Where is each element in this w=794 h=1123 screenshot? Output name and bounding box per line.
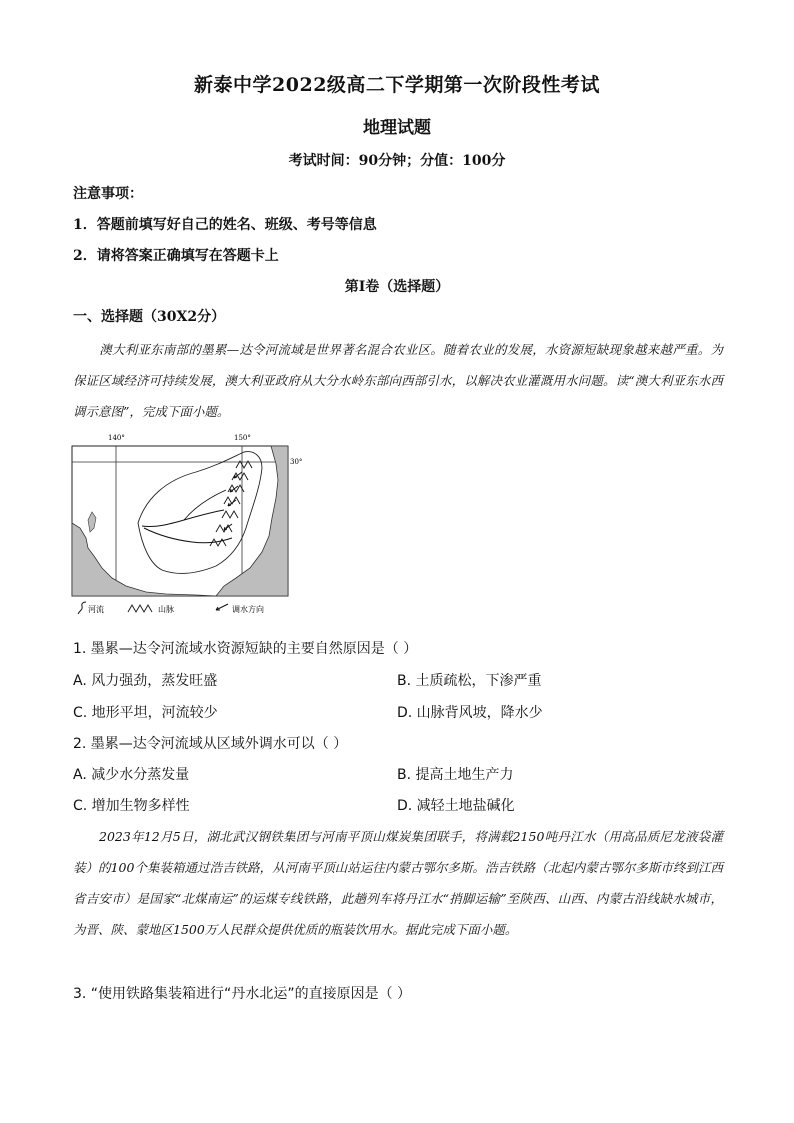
mountain-legend-icon <box>128 605 152 612</box>
volume-title: 第I卷（选择题） <box>344 279 450 295</box>
label-30: 30° <box>290 458 303 466</box>
label-150: 150° <box>234 434 251 442</box>
q3-stem: 3. “使用铁路集装箱进行“丹水北运”的直接原因是（ ） <box>73 986 412 1002</box>
q1-option-d: D. 山脉背风坡，降水少 <box>397 705 543 721</box>
notice-item-2: 2．请将答案正确填写在答题卡上 <box>73 248 279 264</box>
river-legend-icon <box>78 602 86 614</box>
q1-stem: 1. 墨累—达令河流域水资源短缺的主要自然原因是（ ） <box>73 641 418 657</box>
arrow-legend-icon <box>216 604 228 610</box>
passage-1 <box>73 334 723 427</box>
passage-2-text: 2023年12月5日，湖北武汉钢铁集团与河南平顶山煤炭集团联手，将满载2150吨丹江水（用高品质尼龙液袋灌装）的100个集装箱通过浩吉铁路，从河南平顶山站运往内蒙古鄂尔多斯。浩吉铁路（北起内蒙古鄂尔多斯市终到江西省吉安市）是国家“北煤南运”的运煤专线铁路，此趟列车将丹江水“捎脚运输”至陕西、山西、内蒙古沿线缺水城市，为晋、陕、蒙地区1500万人民群众提供优质的瓶装饮用水。据此完成下面小题。 <box>73 829 723 937</box>
q2-option-c: C. 增加生物多样性 <box>73 798 190 814</box>
section-title: 一、选择题（30X2分） <box>73 309 226 325</box>
q2-option-b: B. 提高土地生产力 <box>397 767 514 783</box>
q1-option-c: C. 地形平坦，河流较少 <box>73 705 218 721</box>
legend-river: 河流 <box>88 605 104 614</box>
q1-option-a: A. 风力强劲，蒸发旺盛 <box>73 673 218 689</box>
passage-1-text: 澳大利亚东南部的墨累—达令河流域是世界著名混合农业区。随着农业的发展，水资源短缺现象越来越严重。为保证区域经济可持续发展，澳大利亚政府从大分水岭东部向西部引水，以解决农业灌溉用水问题。读“澳大利亚东水西调示意图”，完成下面小题。 <box>73 342 723 419</box>
legend-transfer: 调水方向 <box>232 605 264 614</box>
q2-option-d: D. 减轻土地盐碱化 <box>397 798 515 814</box>
australia-water-transfer-map <box>66 428 306 618</box>
q1-option-b: B. 土质疏松，下渗严重 <box>397 673 542 689</box>
legend-mountain: 山脉 <box>158 605 174 614</box>
notice-item-1: 1．答题前填写好自己的姓名、班级、考号等信息 <box>73 217 377 233</box>
exam-info: 考试时间：90分钟；分值：100分 <box>288 153 506 169</box>
q2-option-a: A. 减少水分蒸发量 <box>73 767 190 783</box>
notice-heading: 注意事项： <box>73 186 143 202</box>
passage-2 <box>73 821 723 945</box>
q2-stem: 2. 墨累—达令河流域从区域外调水可以（ ） <box>73 736 348 752</box>
label-140: 140° <box>108 434 125 442</box>
subject-title: 地理试题 <box>363 118 431 138</box>
exam-title: 新泰中学2022级高二下学期第一次阶段性考试 <box>194 74 600 96</box>
